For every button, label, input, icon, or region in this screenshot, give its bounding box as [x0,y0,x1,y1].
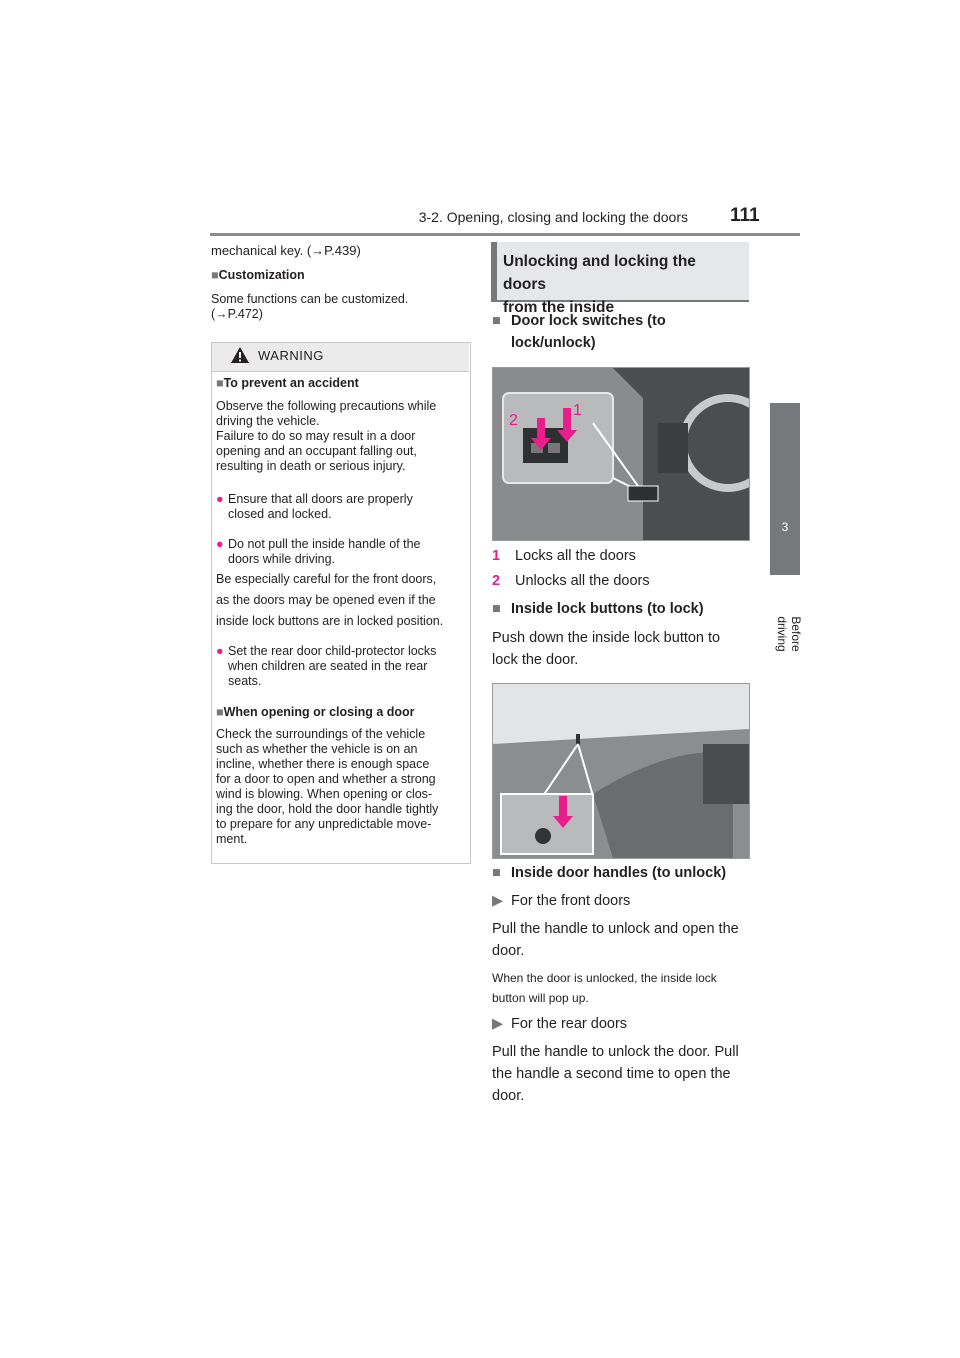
figure-callout-1: 1 [573,402,582,419]
square-bullet-icon: ■ [492,601,501,617]
customization-text-1: Some functions can be customized. [211,292,409,306]
front-doors-text: Pull the handle to unlock and open the door. [492,921,739,959]
front-doors-label: ▶ For the front doors [492,893,631,909]
inside-door-handles-heading: ■ Inside door handles (to unlock) [492,865,727,881]
door-lock-switch-figure [492,367,750,541]
warning-paragraph-1: Observe the following precautions while driving the vehicle. Failure to do so may result in a door opening and an occupant falling out, resulting in death or serious injury. [216,399,437,473]
door-lock-switch-illustration [493,368,749,540]
figure-callout-2: 2 [509,412,518,429]
warning-title: WARNING [258,348,324,363]
header-divider [210,233,800,236]
chapter-tab [770,403,800,575]
triangle-bullet-icon: ▶ [492,893,504,909]
warning-heading-accident: ■To prevent an accident [216,376,359,390]
circle-bullet-icon: ● [216,537,224,551]
chapter-label: Before driving [775,616,803,652]
warning-triangle-icon [230,346,250,364]
rear-doors-text: Pull the handle to unlock the door. Pull the handle a second time to open the door. [492,1044,739,1104]
triangle-bullet-icon: ▶ [492,1016,504,1032]
inside-lock-button-illustration [493,684,749,858]
warning-paragraph-2: Be especially careful for the front doors, as the doors may be opened even if the inside lock buttons are in locked position. [216,572,444,628]
rear-doors-label: ▶ For the rear doors [492,1016,628,1032]
item-unlocks-all: 2 Unlocks all the doors [492,573,650,589]
section-title: Unlocking and locking the doors from the inside [503,253,696,316]
circle-bullet-icon: ● [216,492,224,506]
warning-header [212,343,469,371]
customization-text-2: (→P.472) [211,307,263,321]
square-bullet-icon: ■ [211,268,219,282]
warning-heading-door: ■When opening or closing a door [216,705,415,719]
inside-lock-buttons-heading: ■ Inside lock buttons (to lock) [492,601,704,617]
door-lock-switches-heading: ■ Door lock switches (to lock/unlock) [492,313,666,351]
circle-bullet-icon: ● [216,644,224,658]
chapter-label-container [772,600,803,660]
mechanical-key-ref: mechanical key. (→P.439) [211,243,361,258]
square-bullet-icon: ■ [492,313,501,329]
square-bullet-icon: ■ [216,705,224,719]
warning-bullet-1: ● Ensure that all doors are properly closed and locked. [216,492,413,521]
front-doors-note: When the door is unlocked, the inside lock button will pop up. [492,971,717,1005]
warning-bullet-2: ● Do not pull the inside handle of the doors while driving. [216,537,421,566]
item-locks-all: 1 Locks all the doors [492,548,636,564]
page-number: 111 [730,205,760,226]
square-bullet-icon: ■ [492,865,501,881]
customization-heading: ■Customization [211,268,305,282]
warning-bullet-3: ● Set the rear door child-protector locks when children are seated in the rear seats. [216,644,437,688]
running-header-title: 3-2. Opening, closing and locking the doors [418,209,688,225]
warning-separator [212,371,469,372]
inside-lock-button-figure [492,683,750,859]
inside-lock-text: Push down the inside lock button to lock the door. [492,630,721,668]
chapter-number: 3 [781,520,789,534]
square-bullet-icon: ■ [216,376,224,390]
warning-paragraph-3: Check the surroundings of the vehicle such as whether the vehicle is on an incline, whether there is enough space for a door to open and whether a strong wind is blowing. When opening or clos- ing the door, hold the door handle tightly to prepare for any unpredictable move- ment. [216,727,439,846]
